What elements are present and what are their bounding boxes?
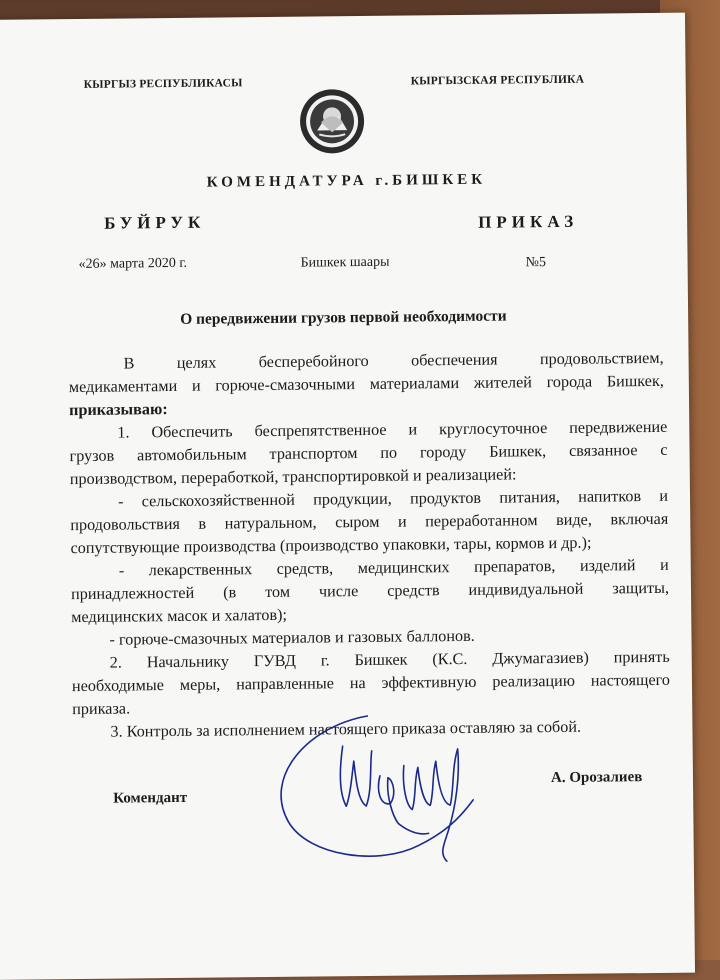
order-date: «26» марта 2020 г. [78, 255, 188, 272]
header-right-country: КЫРГЫЗСКАЯ РЕСПУБЛИКА [410, 73, 585, 88]
order-number: №5 [525, 255, 547, 271]
state-emblem [299, 88, 366, 155]
order-title: О передвижении грузов первой необходимости [180, 307, 507, 328]
body-p2-line3: приказа. [72, 699, 131, 719]
office-title: КОМЕНДАТУРА г.БИШКЕК [206, 171, 487, 191]
document-page [0, 13, 695, 980]
body-b1-line1: - сельскохозяйственной продукции, продуктов питания, напитков и [117, 486, 669, 511]
body-b2-line1: - лекарственных средств, медицинских препаратов, изделий и [118, 555, 669, 580]
doc-type-russian: ПРИКАЗ [478, 211, 579, 232]
body-p2-line2: необходимые меры, направленные на эффективную реализацию настоящего [71, 670, 671, 696]
body-b1-line2: продовольствия в натуральном, сыром и переработанном виде, включая [70, 509, 669, 535]
signer-position: Комендант [113, 789, 188, 807]
signer-name: А. Орозалиев [550, 769, 643, 787]
body-p1-line1: 1. Обеспечить беспрепятственное и круглосуточное передвижение [117, 417, 668, 442]
body-b2-line2: принадлежностей (в том числе средств индивидуальной защиты, [70, 578, 670, 604]
body-p2-line1: 2. Начальнику ГУВД г. Бишкек (К.С. Джумагазиев) принять [109, 647, 670, 672]
body-p1-line2: грузов автомобильным транспортом по городу Бишкек, связанное с [69, 440, 668, 466]
body-p1-line3: производством, переработкой, транспортировкой и реализацией: [69, 465, 517, 489]
body-b3-line1: - горюче-смазочных материалов и газовых баллонов. [109, 626, 475, 649]
handwritten-signature [267, 705, 509, 868]
body-b2-line3: медицинских масок и халатов); [71, 605, 288, 627]
doc-type-kyrgyz: БУЙРУК [104, 212, 206, 233]
header-left-country: КЫРГЫЗ РЕСПУБЛИКАСЫ [83, 77, 243, 91]
body-intro-line1: В целях бесперебойного обеспечения продовольствием, [123, 348, 664, 373]
body-b1-line3: сопутствующие производства (производство упаковки, тары, кормов и др.); [70, 533, 592, 558]
body-p3-line1: 3. Контроль за исполнением настоящего приказа оставляю за собой. [110, 717, 582, 741]
order-place: Бишкек шаары [300, 254, 390, 271]
body-intro-line2: медикаментами и горюче-смазочными материалами жителей города Бишкек, [68, 371, 664, 397]
body-order-word: приказываю: [68, 400, 168, 420]
